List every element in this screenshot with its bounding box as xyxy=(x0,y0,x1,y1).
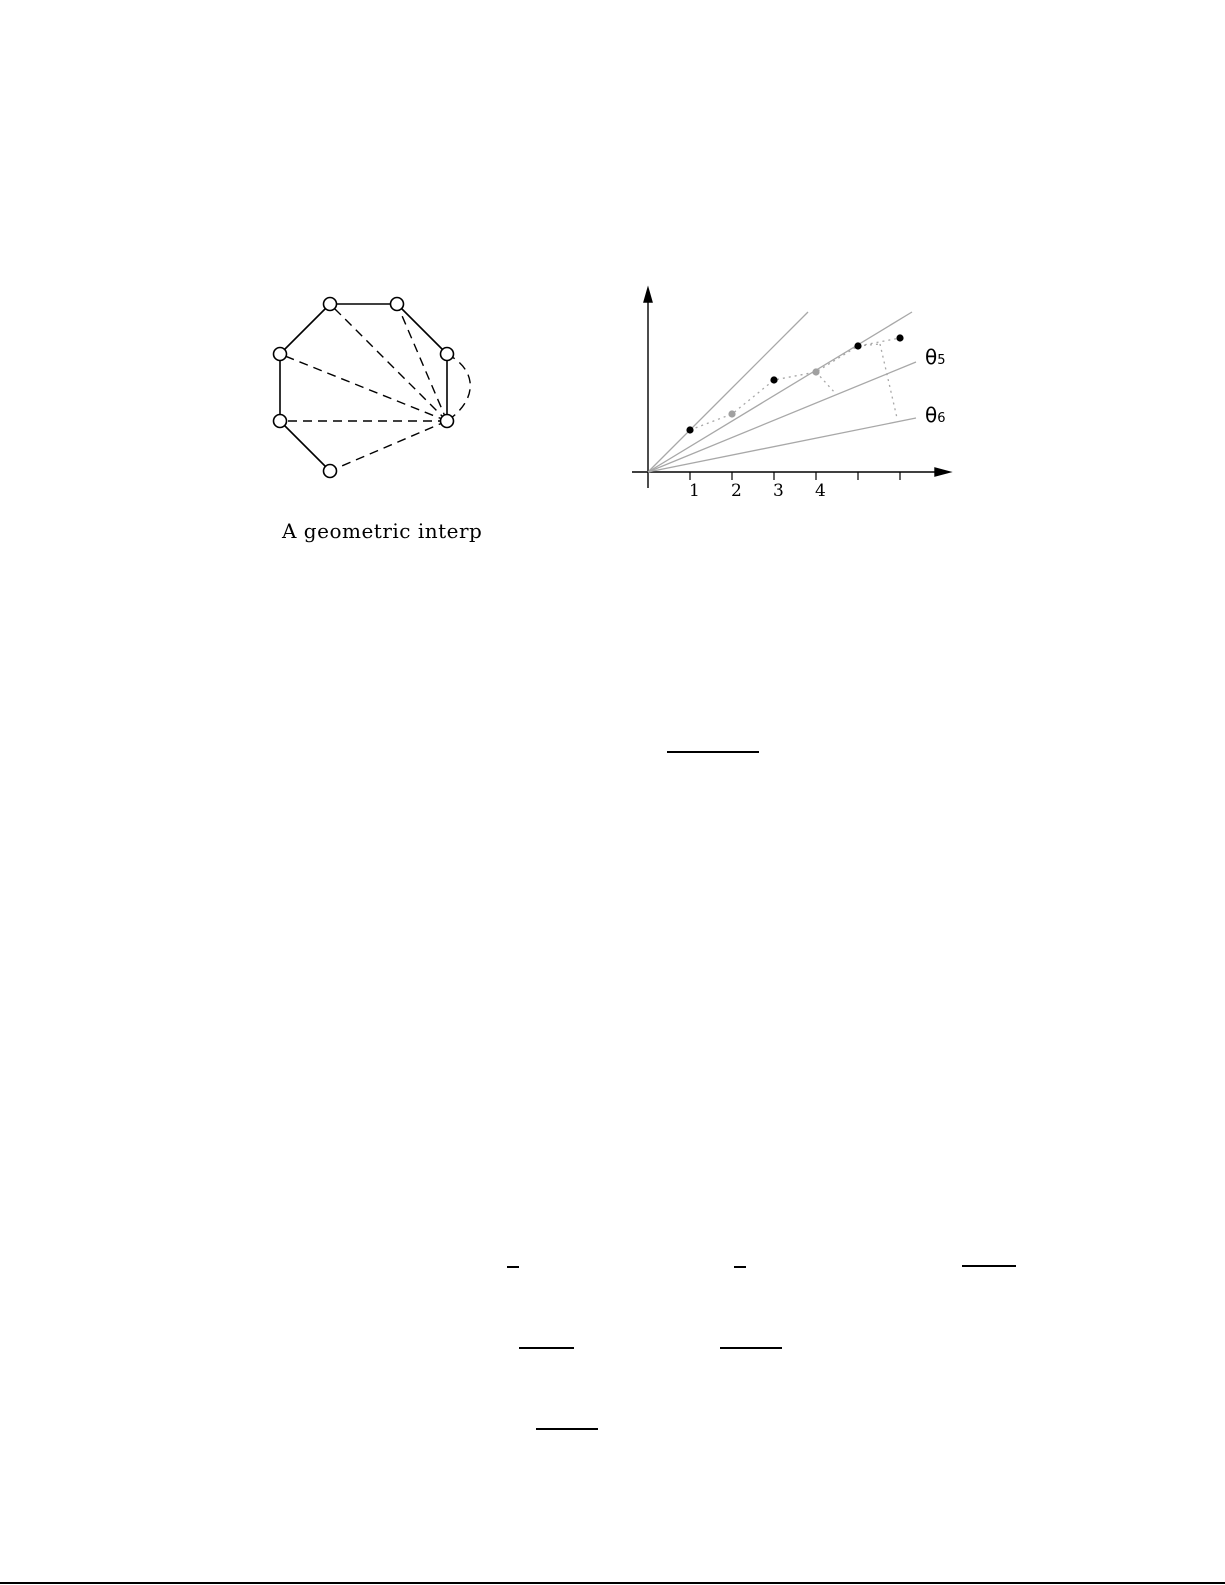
page-bottom-rule xyxy=(0,1582,1225,1584)
line-label-subscript: 5 xyxy=(937,353,946,368)
fraction-bar xyxy=(519,1347,574,1349)
figure-caption: A geometric interp xyxy=(282,519,483,543)
dotted-drop xyxy=(816,372,836,394)
ray-diagram xyxy=(0,0,1225,620)
fraction-bar xyxy=(720,1347,782,1349)
ray xyxy=(648,362,916,472)
point-black xyxy=(854,342,861,349)
point-gray xyxy=(812,368,819,375)
fraction-bar xyxy=(507,1266,519,1268)
dotted-drop xyxy=(880,344,897,418)
fraction-bar xyxy=(962,1265,1016,1267)
fraction-bar xyxy=(667,751,759,753)
line-label-theta6 xyxy=(925,403,946,427)
rays xyxy=(648,312,916,472)
x-tick-label: 4 xyxy=(815,481,826,501)
point-black xyxy=(686,426,693,433)
fraction-bar xyxy=(536,1428,598,1430)
dotted-path xyxy=(690,338,900,430)
x-tick-label: 2 xyxy=(731,481,742,501)
line-label-theta5 xyxy=(925,345,946,369)
line-label-subscript: 6 xyxy=(937,411,946,426)
ray xyxy=(648,312,808,472)
fraction-bar xyxy=(734,1266,746,1268)
x-axis-arrow xyxy=(935,468,950,476)
ray-theta6 xyxy=(648,418,916,472)
x-tick-label: 3 xyxy=(773,481,784,501)
y-axis-arrow xyxy=(644,288,652,302)
dotted-guides xyxy=(690,338,900,430)
x-ticks xyxy=(690,472,900,480)
line-label-symbol: θ xyxy=(925,345,938,369)
point-black xyxy=(896,334,903,341)
point-gray xyxy=(728,410,735,417)
x-tick-label: 1 xyxy=(689,481,700,501)
point-black xyxy=(770,376,777,383)
ray xyxy=(648,312,912,472)
line-label-symbol: θ xyxy=(925,403,938,427)
